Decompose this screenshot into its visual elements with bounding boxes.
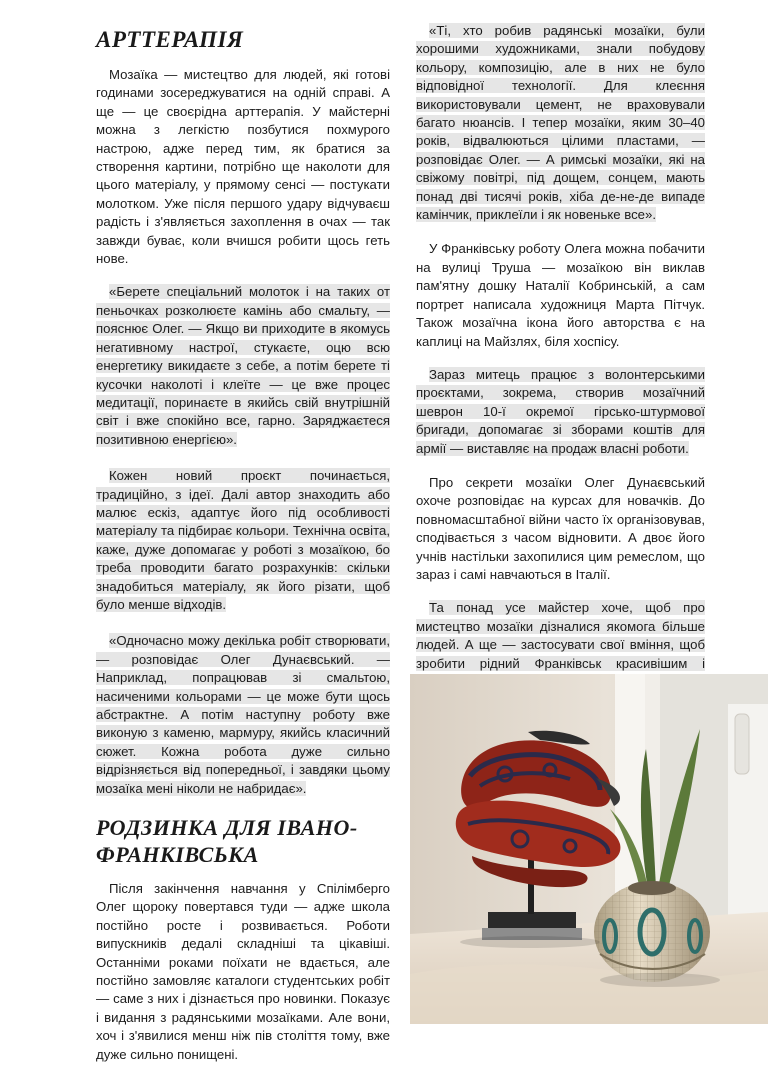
quote-text: «Ті, хто робив радянські мозаїки, були хорошими художниками, знали побудову кольору, композицію, але в них не було відповідної технології. Для клеєння використовували цемент, не враховували багато нюансів. І тепер мозаїки, яким 30–40 років, відвалюються цілими пластами, — розповідає Олег. — А римські мозаїки, які на свіжому повітрі, під дощем, сонцем, мають понад дві тисячі років, хіба де-не-де випаде камінчик, приклеїли і як новеньке все».: [416, 23, 705, 223]
quote-text: «Берете спеціальний молоток і на таких от пеньочках розколюєте камінь або смальту, — пояснює Олег. — Якщо ви приходите в якомусь негативному настрої, стукаєте, оцю всю енергетику викидаєте з себе, а потім берете ті кусочки наколоті і клеїте — це вже процес медитації, поринаєте в якийсь свій внутрішній світ і вже спокійно все, гарно. Заряджаєтеся позитивною енергією».: [96, 284, 390, 447]
quote-text: «Одночасно можу декілька робіт створювати, — розповідає Олег Дунаєвський. — Наприклад, попрацював зі смальтою, насиченими кольорами — це може бути щось абстрактне. А потім наступну роботу вже виконую з каменю, мармуру, якийсь класичний сюжет. Кожна робота дуже сильно відрізняється від попередньої, і завдяки цьому мозаїка мені ніколи не набридає».: [96, 633, 390, 796]
article-paragraph: Про секрети мозаїки Олег Дунаєвський охоче розповідає на курсах для новачків. До повномасштабної війни часто їх організовував, сподівається з часом відновити. А двоє його учнів настільки захопилися цим ремеслом, що зараз і самі навчаються в Італії.: [416, 474, 705, 582]
paragraph-text: Та понад усе майстер хоче, щоб про мистецтво мозаїки дізналися якомога більше людей. А ще — застосувати свої вміння, щоб зробити рідний Франківськ красивішим і: [416, 600, 705, 689]
article-quote-paragraph: [96, 281, 390, 452]
paragraph-text: Зараз митець працює з волонтерськими проєктами, зокрема, створив мозаїчний шеврон 10-ї окремої гірсько-штурмової бригади, допомагає зі зборами коштів для армії — виставляє на продаж власні роботи.: [416, 366, 705, 456]
section-heading-art-therapy: АРТТЕРАПІЯ: [96, 27, 244, 52]
left-column: [96, 20, 390, 1077]
article-quote-paragraph: [96, 630, 390, 801]
article-paragraph: [96, 465, 390, 617]
mosaic-sculpture-photo: [410, 674, 768, 1024]
article-paragraph: [416, 364, 705, 461]
photo-illustration: [410, 674, 768, 1024]
article-paragraph: Після закінчення навчання у Спілімберго Олег щороку повертався туди — адже школа постійно росте і розвивається. Роботи випускників дедалі складніші та цікавіші. Останніми роками поїхати не вдається, але постійно замовляє каталоги студентських робіт — саме з них і дізнається про новинки. Показує і видання з радянськими мозаїками. Але вони, хоч і з'явилися менш ніж пів століття тому, вже дуже сильно понищені.: [96, 881, 390, 1062]
article-quote-paragraph: [416, 20, 705, 227]
article-paragraph: Мозаїка — мистецтво для людей, які готові годинами зосереджуватися на одній справі. А ще — це своєрідна арттерапія. У майстерні можна з легкістю позбутися похмурого настрою, адже перед тим, як братися за створення картини, потрібно ще наколоти для цього матеріалу, у прямому сенсі — постукати молотком. Уже після першого удару відчуваєш радість і з'являється захоплення в очах — так завжди буває, коли вчишся робити щось геть нове.: [96, 67, 390, 267]
section-heading-ivano-frankivsk: РОДЗИНКА ДЛЯ ІВАНО-ФРАНКІВСЬКА: [96, 815, 358, 868]
right-column: [416, 20, 705, 719]
paragraph-text: Кожен новий проєкт починається, традиційно, з ідеї. Далі автор знаходить або малює ескіз, адаптує його під особливості матеріалу та підбирає кольори. Технічна освіта, каже, дуже допомагає у роботі з мозаїкою, бо треба проводити багато розрахунків: скільки знадобиться матеріалу, як його різати, щоб було менше відходів.: [96, 468, 390, 612]
article-paragraph: У Франківську роботу Олега можна побачити на вулиці Труша — мозаїкою він виклав пам'ятну дошку Наталії Кобринській, а сам портрет написала художниця Марта Пітчук. Також мозаїчна ікона його авторства є на каплиці на Майзлях, біля хоспісу.: [416, 241, 705, 349]
